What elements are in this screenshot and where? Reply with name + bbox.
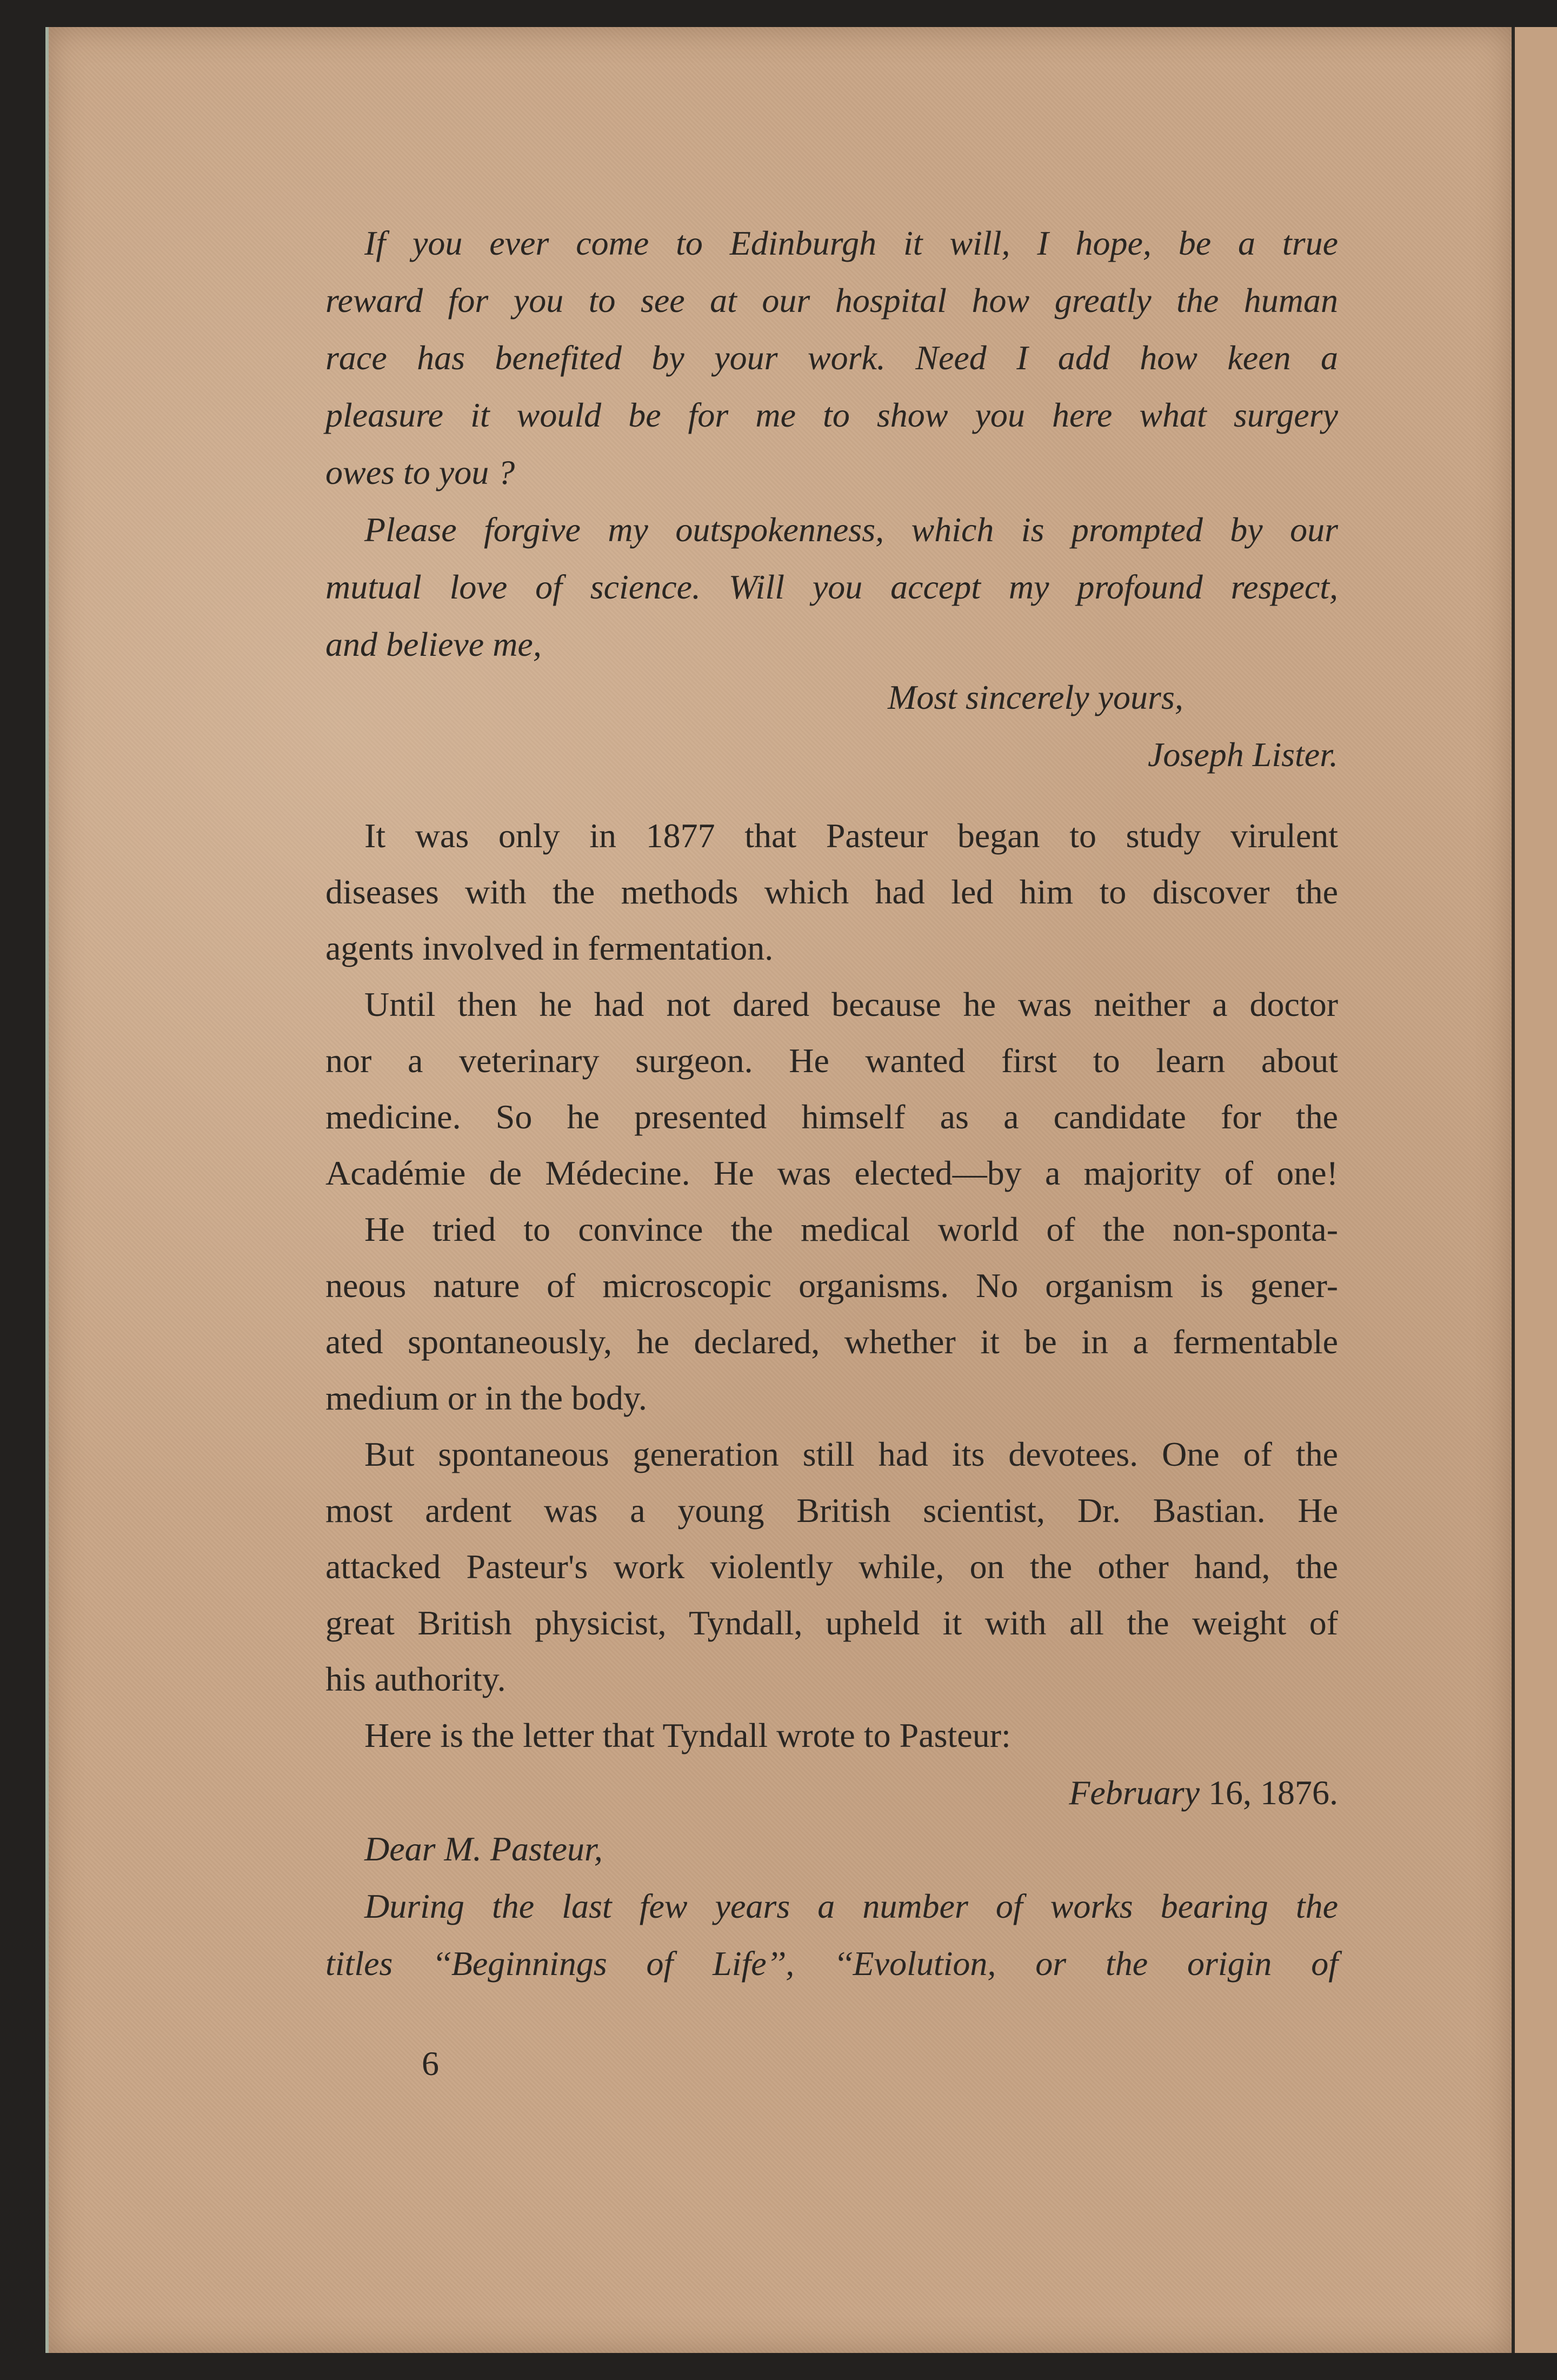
tyndall-letter-line: During the last few years a number of works bearing the	[364, 1887, 1338, 1925]
body-line: Until then he had not dared because he was neither a doctor	[364, 985, 1338, 1023]
lister-letter-line: and believe me,	[325, 625, 542, 663]
body-line: nor a veterinary surgeon. He wanted first to learn about	[325, 1041, 1338, 1080]
body-line: ated spontaneously, he declared, whether it be in a fermentable	[325, 1322, 1338, 1361]
body-line: Académie de Médecine. He was elected—by a majority of one!	[325, 1154, 1338, 1192]
facing-page-edge	[1512, 27, 1557, 2353]
letter-signature: Joseph Lister.	[1148, 735, 1338, 774]
page-number: 6	[422, 2044, 439, 2083]
lister-letter-line: reward for you to see at our hospital how greatly the human	[325, 281, 1338, 320]
body-line: neous nature of microscopic organisms. No organism is gener-	[325, 1266, 1338, 1305]
body-line: He tried to convince the medical world of the non-sponta-	[364, 1210, 1338, 1248]
body-line: diseases with the methods which had led him to discover the	[325, 873, 1338, 911]
lister-letter-line: If you ever come to Edinburgh it will, I hope, be a true	[364, 224, 1338, 262]
body-line: most ardent was a young British scientist, Dr. Bastian. He	[325, 1491, 1338, 1530]
body-line: his authority.	[325, 1660, 506, 1698]
lister-letter-line: race has benefited by your work. Need I add how keen a	[325, 338, 1338, 377]
body-line: medicine. So he presented himself as a candidate for the	[325, 1098, 1338, 1136]
lister-letter-line: mutual love of science. Will you accept my profound respect,	[325, 568, 1338, 606]
body-line: attacked Pasteur's work violently while, on the other hand, the	[325, 1547, 1338, 1586]
letter-salutation: Dear M. Pasteur,	[364, 1830, 603, 1868]
body-line: It was only in 1877 that Pasteur began to study virulent	[364, 816, 1338, 855]
lister-letter-line: owes to you ?	[325, 453, 515, 491]
body-line: Here is the letter that Tyndall wrote to Pasteur:	[364, 1716, 1011, 1754]
letter-date	[325, 1766, 1338, 1820]
body-line: great British physicist, Tyndall, upheld it with all the weight of	[325, 1604, 1338, 1642]
date-day-year: 16, 1876.	[1200, 1773, 1338, 1812]
lister-letter-line: pleasure it would be for me to show you here what surgery	[325, 396, 1338, 434]
tyndall-letter-line: titles ‘‘Beginnings of Life’’, ‘‘Evolution, or the origin of	[325, 1944, 1338, 1983]
body-line: agents involved in fermentation.	[325, 929, 774, 967]
letter-closing: Most sincerely yours,	[888, 678, 1183, 716]
body-line: But spontaneous generation still had its devotees. One of the	[364, 1435, 1338, 1473]
body-line: medium or in the body.	[325, 1379, 647, 1417]
date-month: February	[1069, 1773, 1200, 1812]
lister-letter-line: Please forgive my outspokenness, which is prompted by our	[364, 510, 1338, 549]
